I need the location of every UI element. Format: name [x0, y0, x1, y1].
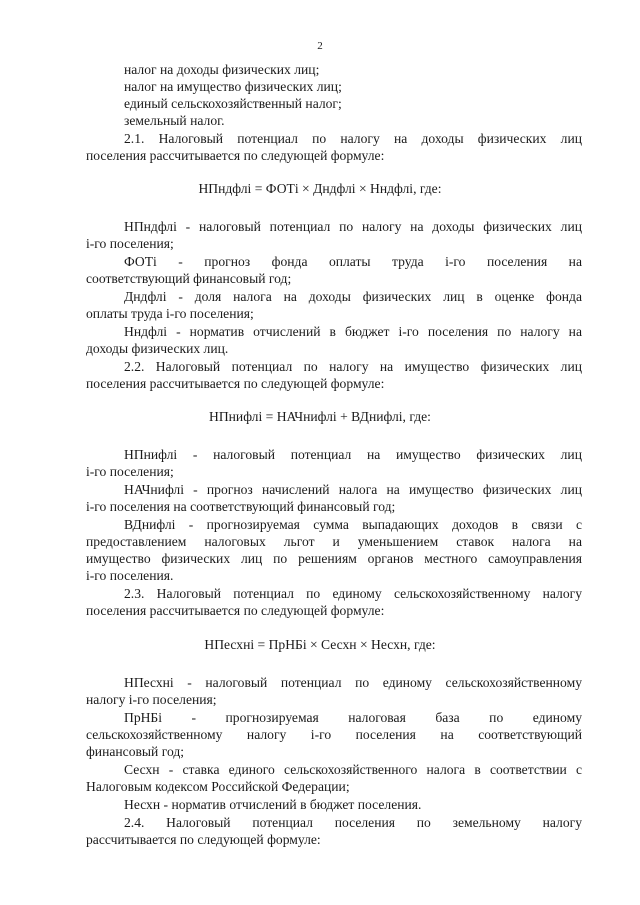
paragraph-line: поселения рассчитывается по следующей формуле: — [86, 376, 385, 391]
definition-line: налогу і-го поселения; — [86, 692, 217, 707]
definition-line: НПндфлі - налоговый потенциал по налогу на доходы физических лиц — [124, 219, 582, 234]
definition-line: НПесхні - налоговый потенциал по единому сельскохозяйственному — [124, 675, 582, 690]
definition-line: НАЧнифлі - прогноз начислений налога на имущество физических лиц — [124, 482, 582, 497]
definition-line: соответствующий финансовый год; — [86, 271, 292, 286]
paragraph-line: рассчитывается по следующей формуле: — [86, 832, 321, 847]
definition-line: і-го поселения на соответствующий финансовый год; — [86, 499, 396, 514]
definition-line: Дндфлі - доля налога на доходы физических лиц в оценке фонда — [124, 289, 582, 304]
formula-nifl: НПнифлі = НАЧнифлі + ВДнифлі, где: — [209, 409, 431, 424]
definition-line: имущество физических лиц по решениям органов местного самоуправления — [86, 551, 582, 566]
paragraph-line: поселения рассчитывается по следующей формуле: — [86, 148, 385, 163]
definition-line: ФОТі - прогноз фонда оплаты труда і-го поселения на — [124, 254, 582, 269]
definition-line: оплаты труда і-го поселения; — [86, 306, 254, 321]
page-number: 2 — [317, 40, 323, 52]
definition-line: і-го поселения. — [86, 568, 174, 583]
list-item: единый сельскохозяйственный налог; — [124, 96, 342, 111]
formula-ndfl: НПндфлі = ФОТі × Дндфлі × Нндфлі, где: — [198, 181, 442, 196]
definition-line: і-го поселения; — [86, 464, 174, 479]
definition-line: і-го поселения; — [86, 236, 174, 251]
definition-line: сельскохозяйственному налогу і-го поселения на соответствующий — [86, 727, 582, 742]
definition-line: ПрНБі - прогнозируемая налоговая база по единому — [124, 710, 582, 725]
definition-line: Нндфлі - норматив отчислений в бюджет і-го поселения по налогу на — [124, 324, 582, 339]
list-item: налог на имущество физических лиц; — [124, 79, 342, 94]
formula-eshn: НПесхні = ПрНБі × Сесхн × Несхн, где: — [204, 637, 436, 652]
list-item: земельный налог. — [124, 113, 225, 128]
definition-line: доходы физических лиц. — [86, 341, 229, 356]
definition-line: ВДнифлі - прогнозируемая сумма выпадающих доходов в связи с — [124, 517, 582, 532]
paragraph-line: 2.2. Налоговый потенциал по налогу на имущество физических лиц — [124, 359, 582, 374]
paragraph-line: 2.3. Налоговый потенциал по единому сельскохозяйственному налогу — [124, 586, 582, 601]
definition-line: НПнифлі - налоговый потенциал на имущество физических лиц — [124, 447, 582, 462]
paragraph-line: поселения рассчитывается по следующей формуле: — [86, 603, 385, 618]
definition-line: Налоговым кодексом Российской Федерации; — [86, 779, 350, 794]
definition-line: Несхн - норматив отчислений в бюджет поселения. — [124, 797, 422, 812]
paragraph-line: 2.1. Налоговый потенциал по налогу на доходы физических лиц — [124, 131, 582, 146]
definition-line: финансовый год; — [86, 744, 185, 759]
paragraph-line: 2.4. Налоговый потенциал поселения по земельному налогу — [124, 815, 582, 830]
definition-line: предоставлением налоговых льгот и уменьшением ставок налога на — [86, 534, 582, 549]
definition-line: Сесхн - ставка единого сельскохозяйственного налога в соответствии с — [124, 762, 582, 777]
list-item: налог на доходы физических лиц; — [124, 62, 320, 77]
